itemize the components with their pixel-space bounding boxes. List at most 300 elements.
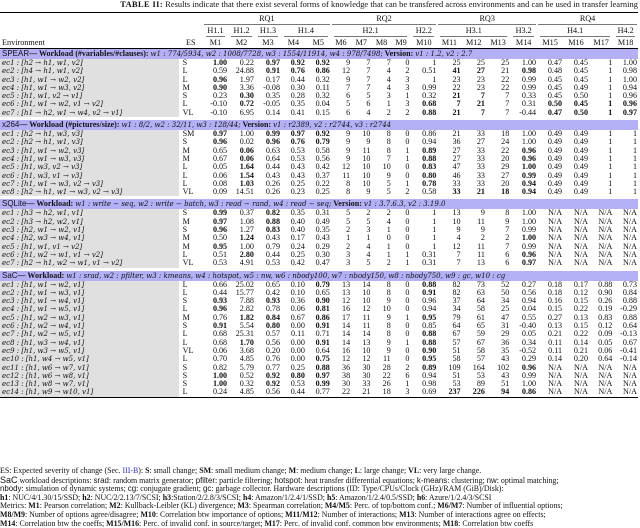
expected-severity: S: [182, 321, 188, 331]
metric-value: 8: [386, 145, 391, 155]
expected-severity: L: [182, 329, 188, 339]
metric-value: 18: [371, 388, 391, 397]
metric-value: 51: [452, 370, 461, 380]
metric-value: 5: [366, 258, 371, 268]
metric-value: 51: [501, 379, 510, 389]
metric-value: 0.88: [422, 337, 437, 347]
metric-value: 5.79: [239, 362, 254, 372]
metric-value: 0.80: [290, 370, 305, 380]
metric-value: 0.84: [622, 287, 637, 297]
metric-value: 11: [382, 354, 391, 364]
metric-value: 0.92: [290, 58, 305, 67]
metric-value: 0.99: [422, 82, 437, 92]
metric-value: 34: [452, 304, 461, 314]
metric-value: 1.00: [239, 241, 254, 251]
metric-value: 11: [477, 241, 485, 251]
note-term: M3: [237, 501, 249, 511]
metric-value: 0: [405, 137, 410, 147]
metric-value: 0.15: [547, 304, 563, 314]
metric-value: 1: [632, 129, 637, 139]
metric-value: 2: [405, 187, 410, 197]
note-line: Metrics: M1: Pearson correlation; M2: Kullback-Leibler (KL) divergence; M3: Spearman correlation; M4/M5: Perc. of top/bottom conf.; M6/M7: Number of influential options;: [0, 501, 563, 511]
metric-value: 0.06: [212, 170, 228, 180]
metric-value: 1.70: [239, 337, 254, 347]
note-definition: : Correlation btw importance of options;: [155, 509, 286, 519]
metric-value: 0.99: [521, 241, 537, 251]
metric-value: 30: [362, 362, 371, 372]
expected-severity: L: [179, 388, 203, 397]
metric-value: N/A: [574, 216, 588, 226]
header-rq: RQ1: [203, 13, 331, 26]
metric-value: 7: [366, 74, 371, 84]
metric-value: 0.49: [573, 187, 588, 197]
environment-config: ec2 : [h3 → h2, w2, v1]: [0, 218, 179, 226]
metric-value: 1: [386, 99, 391, 109]
system-name: SaC: [2, 270, 18, 280]
environment-config: ec5 : [h1, w1, v2 → v1]: [0, 92, 179, 100]
metric-value: 0.31: [315, 208, 330, 218]
note-term: M13: [399, 509, 415, 519]
metric-value: 0.94: [422, 137, 437, 147]
metric-value: 0.67: [290, 312, 305, 322]
metric-value: 0: [405, 216, 410, 226]
metric-value: 0.96: [622, 99, 637, 109]
metric-value: 1.00: [622, 58, 637, 67]
metric-value: 0.44: [212, 287, 228, 297]
metric-value: 7: [366, 66, 371, 76]
metric-value: 94: [486, 388, 510, 397]
metric-value: 0.19: [598, 304, 613, 314]
metric-value: N/A: [589, 388, 613, 397]
metric-value: 0.31: [422, 258, 437, 268]
metric-value: 0: [405, 296, 410, 306]
metric-value: 1: [608, 153, 613, 163]
note-term: gc: [202, 484, 212, 494]
metric-value: 0.94: [422, 304, 437, 314]
metric-value: 0.50: [547, 99, 563, 109]
metric-value: 6: [405, 370, 410, 380]
expected-severity: SM: [182, 129, 195, 139]
metric-value: 61: [476, 312, 485, 322]
metric-value: 6: [366, 99, 371, 109]
metric-value: 33: [452, 187, 461, 197]
header-metric: M2: [228, 37, 255, 49]
version-values: v1 : 3.7.6.3, v2 : 3.19.0: [363, 200, 446, 209]
metric-value: 21: [452, 107, 461, 117]
header-hypothesis: H1.3: [259, 26, 277, 35]
metric-value: 33: [362, 379, 371, 389]
metric-value: 0.94: [521, 296, 537, 306]
environment-config: ec3 : [h1, w1 → w2, v2]: [0, 76, 179, 84]
metric-value: 1: [632, 187, 637, 197]
environment-config: ec6 : [h1, w2 → w4, v1]: [0, 322, 179, 330]
metric-value: 2: [346, 241, 351, 251]
metric-value: 0.88: [622, 296, 637, 306]
metric-value: 27: [476, 137, 485, 147]
environment-config: ec2 : [h2 → h1, w1, v3]: [0, 138, 179, 146]
metric-value: 82: [452, 287, 461, 297]
note-line: [0, 520, 640, 528]
metric-value: 7.88: [239, 296, 254, 306]
table-row: [0, 388, 638, 397]
metric-value: 0.68: [212, 337, 228, 347]
note-definition: : Amazon/1/2.4/1/SSD;: [251, 492, 327, 502]
note-definition: : very large change.: [419, 466, 482, 475]
metric-value: 0.11: [291, 329, 305, 339]
metric-value: 4: [366, 107, 371, 117]
header-metric: M13: [486, 37, 510, 49]
metric-value: 7: [366, 58, 371, 67]
metric-value: 28: [382, 362, 391, 372]
metric-value: 1: [432, 241, 437, 251]
metric-value: 2.82: [239, 304, 254, 314]
metric-value: 1: [405, 337, 410, 347]
metric-value: 50: [501, 287, 510, 297]
metric-value: 7: [456, 249, 461, 259]
metric-value: N/A: [598, 216, 613, 226]
metric-value: -0.13: [620, 329, 637, 339]
metric-value: 0.68: [212, 329, 228, 339]
metric-value: 2: [386, 107, 391, 117]
metric-value: 4.85: [239, 354, 254, 364]
metric-value: 6: [346, 91, 351, 101]
metric-value: 226: [462, 388, 486, 397]
metric-value: 0.49: [547, 162, 563, 172]
metric-value: 2.80: [239, 249, 254, 259]
metric-value: 36: [452, 137, 461, 147]
metric-value: 0.78: [422, 178, 437, 188]
metric-value: 8: [346, 178, 351, 188]
metric-value: 12: [342, 354, 351, 364]
note-term: M8/M9: [0, 509, 25, 519]
header-hypothesis: H2.1: [331, 25, 411, 37]
metric-value: 82: [452, 279, 461, 289]
environment-config: ec4 : [h2, w3 → w4, v1]: [0, 234, 179, 242]
metric-value: 10: [382, 162, 391, 172]
metric-value: 1.24: [239, 233, 254, 243]
metric-value: 0.14: [547, 354, 563, 364]
workload-values: w1 : 8/2, w2 : 32/11, w3 : 128/44;: [121, 121, 241, 130]
metric-value: 35: [501, 345, 510, 355]
metric-value: 0.52: [239, 370, 254, 380]
metric-value: 0.90: [212, 82, 228, 92]
metric-value: 0.23: [290, 187, 305, 197]
metric-value: 0.88: [422, 279, 437, 289]
metric-value: N/A: [574, 362, 588, 372]
note-term: M6/M7: [437, 501, 463, 511]
metric-value: N/A: [563, 388, 589, 397]
metric-value: 1: [405, 312, 410, 322]
metric-value: 0.11: [548, 345, 563, 355]
metric-value: 0.17: [290, 233, 305, 243]
metric-value: 5: [346, 216, 351, 226]
metric-value: 5: [386, 187, 391, 197]
version-label: Version:: [240, 120, 274, 130]
metric-value: 164: [472, 362, 485, 372]
environment-config: ec8 : [h2 → h1, w1 → w3, v2 → v3]: [0, 188, 179, 196]
metric-value: 0: [405, 345, 410, 355]
metric-value: 3: [405, 99, 410, 109]
metric-value: 0.99: [521, 74, 537, 84]
metric-value: 0.09: [212, 187, 228, 197]
metric-value: 0.92: [315, 58, 330, 67]
metric-value: 1.00: [521, 129, 537, 139]
metric-value: 0.44: [281, 388, 306, 397]
metric-value: 33: [476, 145, 485, 155]
expected-severity: M: [182, 233, 190, 243]
metric-value: 0.32: [239, 379, 254, 389]
metric-value: 9: [346, 58, 351, 67]
header-hypothesis-row: [0, 25, 638, 37]
metric-value: 0.15: [315, 107, 330, 117]
metric-value: 0.83: [265, 225, 281, 235]
metric-value: 36: [501, 337, 510, 347]
expected-severity: VL: [182, 107, 194, 117]
version-values: v1 : 1.2, v2 : 2.7: [415, 50, 473, 58]
metric-value: 0.06: [239, 153, 254, 163]
workload-label: — Workload (#pictures/size):: [19, 120, 122, 130]
metric-value: 1: [608, 162, 613, 172]
metric-value: 33: [452, 178, 461, 188]
metric-value: 25: [452, 58, 461, 67]
metric-value: N/A: [598, 241, 613, 251]
metric-value: 9: [386, 345, 391, 355]
expected-severity: S: [182, 91, 188, 101]
header-metric: M18: [613, 37, 638, 49]
metric-value: 0.96: [265, 137, 281, 147]
metric-value: -0.44: [519, 107, 537, 117]
metric-value: 27: [476, 66, 485, 76]
metric-value: 33: [476, 170, 485, 180]
metric-value: N/A: [613, 388, 638, 397]
note-term: VL: [408, 466, 420, 475]
metric-value: 8: [346, 187, 351, 197]
metric-value: 0.64: [315, 345, 330, 355]
metric-value: 0.77: [265, 362, 281, 372]
note-definition: : simulation of dynamic systems;: [21, 484, 128, 494]
metric-value: 1: [608, 58, 613, 67]
note-term: cg: [127, 484, 137, 494]
metric-value: 0.93: [212, 296, 228, 306]
metric-value: 0.50: [212, 233, 228, 243]
metric-value: 0.64: [622, 321, 637, 331]
metric-value: 0.25: [290, 249, 305, 259]
note-term: h4: [242, 492, 252, 502]
metric-value: 0: [405, 304, 410, 314]
metric-value: 89: [476, 379, 485, 389]
note-definition: : particle filtering;: [215, 475, 275, 485]
metric-value: 3: [405, 82, 410, 92]
metric-value: 0.83: [598, 312, 613, 322]
metric-value: 0.97: [521, 258, 537, 268]
metric-value: 22: [501, 82, 510, 92]
metric-value: N/A: [548, 216, 563, 226]
note-definition: : small medium change;: [211, 466, 289, 475]
metric-value: 0.25: [290, 362, 305, 372]
header-hypothesis: H1.4: [281, 25, 331, 37]
metric-value: 0.80: [265, 321, 281, 331]
metric-value: 0.50: [573, 107, 588, 117]
metric-value: 17: [342, 312, 351, 322]
expected-severity: S: [182, 370, 188, 380]
metric-value: 30: [342, 379, 351, 389]
metric-value: 0.49: [573, 153, 588, 163]
metric-value: 29: [501, 162, 510, 172]
metric-value: 0.53: [290, 145, 305, 155]
metric-value: 0.37: [315, 170, 330, 180]
metric-value: 0.88: [315, 362, 330, 372]
metric-value: 1: [608, 82, 613, 92]
metric-value: 2: [405, 107, 410, 117]
metric-value: 8: [386, 137, 391, 147]
metric-value: 0.44: [265, 162, 281, 172]
metric-value: 0.42: [265, 287, 281, 297]
metric-value: N/A: [574, 225, 588, 235]
metric-value: 1: [608, 178, 613, 188]
metric-value: 0.91: [315, 337, 330, 347]
environment-config: ec7 : [h1, w2 → w5, v1]: [0, 330, 179, 338]
environment-config: ec11 : [h1, w6 → w7, v1]: [0, 364, 179, 372]
metric-value: 9: [386, 296, 391, 306]
metric-value: 0: [405, 233, 410, 243]
metric-value: 0.29: [521, 354, 537, 364]
note-definition: : Amazon/1/2.4/0.5/SSD;: [335, 492, 417, 502]
environment-config: ec4 : [h1, w1 → w3, v3]: [0, 155, 179, 163]
table-row: [0, 109, 638, 117]
metric-value: 1.03: [239, 178, 254, 188]
environment-config: ec7 : [h1 → h2, w1 → w4, v2 → v1]: [0, 109, 179, 117]
version-values: v1 : r2389, v2 : r2744, v3 : r2744: [273, 121, 392, 130]
metric-value: 1.00: [239, 129, 254, 139]
metric-value: 10: [452, 216, 461, 226]
metric-value: 0: [405, 321, 410, 331]
metric-value: 0.86: [422, 129, 437, 139]
metric-value: 10: [362, 153, 371, 163]
metric-value: 0.88: [622, 312, 637, 322]
metric-value: 21: [452, 129, 461, 139]
metric-value: 12: [452, 241, 461, 251]
metric-value: 0.49: [573, 137, 588, 147]
metric-value: N/A: [623, 379, 637, 389]
metric-value: 33: [476, 153, 485, 163]
metric-value: 0.93: [265, 296, 281, 306]
metric-value: 0: [405, 208, 410, 218]
metric-value: 0.35: [315, 225, 330, 235]
metric-value: 13: [342, 287, 351, 297]
note-definition: : conjugate gradient;: [136, 484, 203, 494]
metric-value: 0: [405, 329, 410, 339]
metric-value: 0.96: [212, 304, 228, 314]
metric-value: 0.88: [422, 329, 437, 339]
metric-value: N/A: [598, 379, 613, 389]
metric-value: 0.88: [422, 153, 437, 163]
metric-value: 9: [366, 137, 371, 147]
metric-value: 9: [346, 74, 351, 84]
metric-value: 9: [346, 153, 351, 163]
expected-severity: L: [182, 287, 188, 297]
metric-value: 58: [476, 345, 485, 355]
environment-config: ec1 : [h1, w1 → w2, v1]: [0, 281, 179, 289]
metric-value: 1.00: [212, 370, 228, 380]
metric-value: 0.76: [265, 354, 281, 364]
metric-value: 0.36: [290, 296, 305, 306]
metric-value: 25.31: [235, 329, 254, 339]
metric-value: 0.90: [422, 345, 437, 355]
metric-value: 0.31: [422, 249, 437, 259]
metric-value: 11: [362, 321, 371, 331]
metric-value: 0.72: [239, 99, 254, 109]
metric-value: 0.95: [422, 354, 437, 364]
note-definition: : Perc. of top/bottom conf.;: [349, 501, 438, 511]
expected-severity: M: [182, 241, 190, 251]
metric-value: 0.59: [212, 66, 228, 76]
metric-value: 0.94: [622, 82, 637, 92]
metric-value: 1: [386, 241, 391, 251]
metric-value: 1.00: [521, 58, 537, 67]
metric-value: 2: [505, 233, 510, 243]
metric-value: 0.56: [255, 388, 281, 397]
expected-severity: L: [182, 304, 188, 314]
metric-value: 0: [405, 279, 410, 289]
metric-value: 1: [632, 137, 637, 147]
metric-value: 1: [405, 178, 410, 188]
metric-value: 8: [386, 129, 391, 139]
metric-value: N/A: [574, 379, 588, 389]
metric-value: 0.04: [315, 99, 330, 109]
note-line: SaC workload descriptions: srad: random matrix generator; pfilter: particle filtering; hotspot: heat transfer differential equations; k-means: clustering; nw: optimal matching;: [0, 474, 559, 485]
metric-value: 0.94: [422, 370, 437, 380]
metric-value: 23: [476, 82, 485, 92]
metric-value: N/A: [598, 258, 613, 268]
metric-value: N/A: [548, 208, 563, 218]
metric-value: 4: [386, 66, 391, 76]
metric-value: 0.79: [315, 137, 330, 147]
metric-value: 0.45: [547, 74, 563, 84]
metric-value: 4: [456, 233, 461, 243]
metric-value: 1: [432, 225, 437, 235]
metric-value: 5: [366, 91, 371, 101]
header-hypothesis: H3.1: [437, 25, 510, 37]
metric-value: 0.45: [547, 91, 563, 101]
header-metric: M1: [203, 37, 228, 49]
section-link[interactable]: III-B: [122, 466, 139, 475]
metric-value: 0.97: [315, 370, 330, 380]
metric-value: 20: [501, 153, 510, 163]
metric-value: 1: [405, 145, 410, 155]
metric-value: 0.97: [212, 129, 228, 139]
note-definition: : Perc. of invalid conf. in source/target;: [139, 518, 265, 528]
metric-value: 0.12: [598, 321, 613, 331]
metric-value: 0.49: [573, 82, 588, 92]
metric-value: 0.10: [290, 279, 305, 289]
workload-values: w1 : srad, w2 : pfilter, w3 : kmeans, w4 : hotspot, w5 : nw, w6 : nbody100, w7 : nbody150, w8 : nbody750, w9 : gc, w10 : cg: [66, 271, 506, 280]
metric-value: 0.00: [290, 354, 305, 364]
note-definition: : medium change;: [296, 466, 355, 475]
metric-value: 5: [346, 208, 351, 218]
metric-value: 0.40: [290, 216, 305, 226]
metric-value: N/A: [623, 370, 637, 380]
metric-value: 13: [452, 208, 461, 218]
metric-value: 8: [505, 208, 510, 218]
metric-value: 0.40: [290, 225, 305, 235]
note-definition: : Correlation btw coeffs: [458, 518, 534, 528]
note-line: ES: Expected severity of change (Sec. III-B): S: small change; SM: small medium change; M: medium change; L: large change; VL: very large change.: [0, 466, 482, 475]
metric-value: 47: [452, 162, 461, 172]
metric-value: 10: [362, 170, 371, 180]
metric-value: 0.84: [265, 312, 281, 322]
metric-value: 47: [501, 312, 510, 322]
metric-value: 0.96: [521, 145, 537, 155]
